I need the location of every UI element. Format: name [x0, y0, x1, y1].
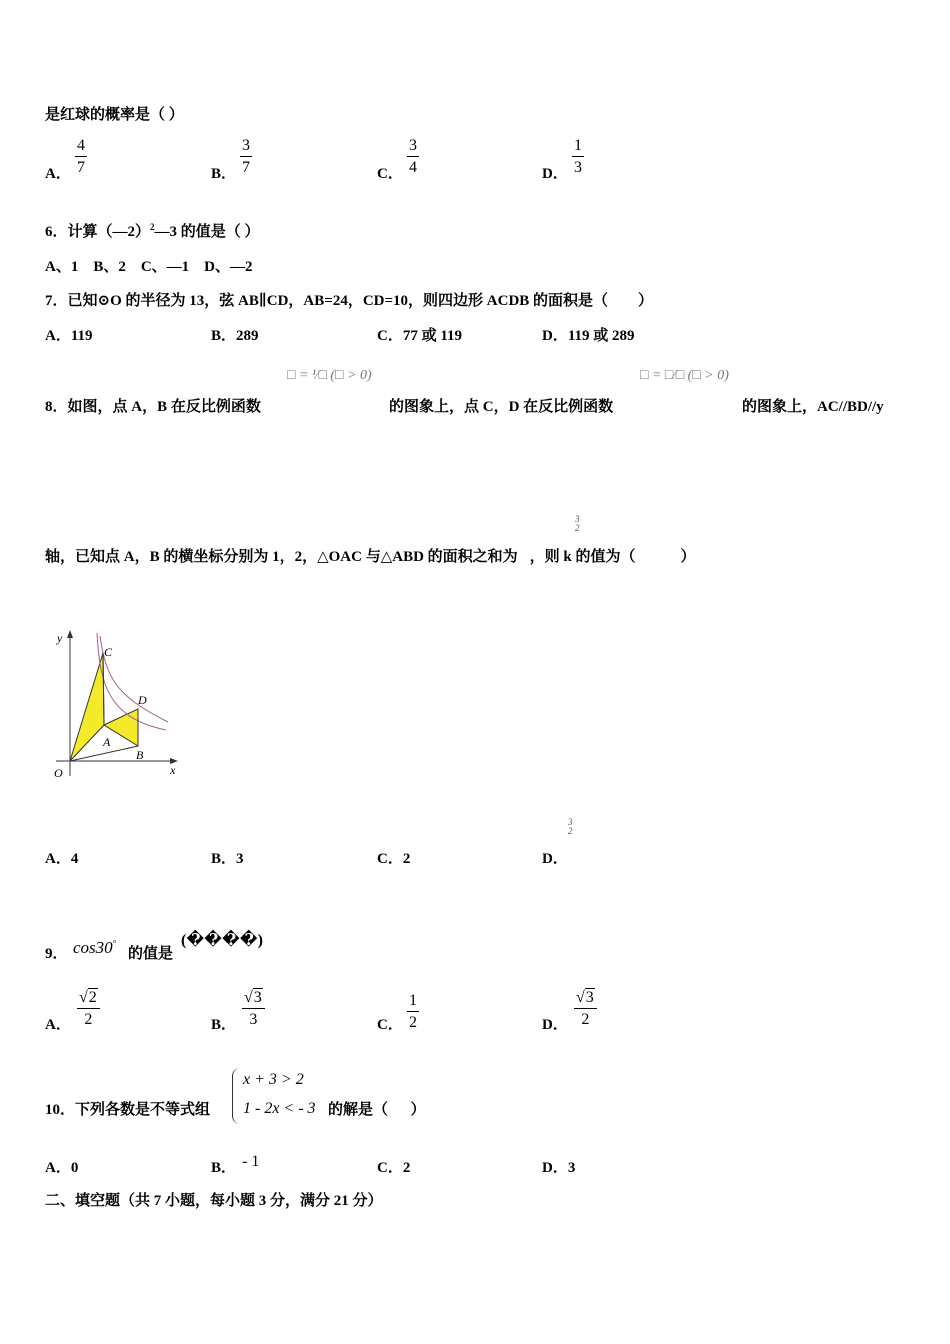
fraction-denominator: 3 [574, 159, 582, 176]
fraction-numerator [574, 989, 597, 1009]
radicand: 3 [585, 989, 594, 1006]
q5-option-a-fraction [75, 137, 87, 177]
q10-stem-pre: 10．下列各数是不等式组 [45, 1102, 211, 1118]
q9-option-d-label: D． [542, 1017, 568, 1033]
q7-option-c: C．77 或 119 [377, 328, 463, 344]
fraction-numerator: 1 [572, 137, 584, 157]
q5-stem: 是红球的概率是（ ） [45, 107, 184, 123]
q9-option-c-label: C． [377, 1017, 403, 1033]
sqrt-icon: √ [576, 989, 585, 1006]
sqrt-icon: √ [244, 989, 253, 1006]
q8-option-d-fraction [568, 818, 573, 836]
q5-option-c-label: C． [377, 166, 403, 182]
q8-option-c: C．2 [377, 851, 411, 867]
fraction-numerator: 1 [407, 992, 419, 1012]
fraction-numerator: 3 [407, 137, 419, 157]
q9-expression [73, 938, 116, 958]
q8-line1-c: 的图象上，AC//BD//y [742, 399, 884, 415]
q6-options: A、1 B、2 C、—1 D、—2 [45, 259, 253, 275]
q10-inequality-1: x + 3 > 2 [243, 1071, 304, 1088]
q8-line2-end: ，则 k 的值为（ ） [529, 549, 696, 565]
q10-option-b-value: - 1 [242, 1153, 260, 1170]
fraction-denominator: 2 [409, 1014, 417, 1031]
triangle-oac [70, 653, 104, 761]
q8-line1-a: 8．如图，点 A，B 在反比例函数 [45, 399, 261, 415]
q10-option-b-label: B． [211, 1160, 237, 1176]
q6-exponent: 2 [150, 222, 155, 232]
figure-label-y: y [57, 631, 63, 645]
q5-option-b-label: B． [211, 166, 237, 182]
figure-label-a: A [103, 735, 111, 749]
q8-option-b: B．3 [211, 851, 244, 867]
q5-option-d-fraction [572, 137, 584, 177]
figure-label-b: B [136, 748, 144, 762]
q9-option-d-fraction [574, 989, 597, 1029]
q9-suffix: 的值是 [128, 946, 174, 962]
q5-option-d-label: D． [542, 166, 568, 182]
q9-paren: (����) [181, 932, 263, 949]
fraction-numerator [242, 989, 265, 1009]
q8-option-d: D． [542, 851, 568, 867]
q7-stem: 7．已知⊙O 的半径为 13，弦 AB∥CD，AB=24，CD=10，则四边形 ACDB 的面积是（ ） [45, 293, 654, 309]
q6-stem-pre: 6．计算（—2） [45, 224, 151, 240]
radicand: 3 [253, 989, 262, 1006]
fraction-denominator: 7 [242, 159, 250, 176]
q8-line2 [45, 545, 696, 566]
figure-label-d: D [138, 693, 147, 707]
figure-label-c: C [104, 645, 113, 659]
fraction-denominator: 3 [249, 1011, 258, 1028]
q9-option-c-fraction [407, 992, 419, 1032]
q10-stem-post: 的解是（ ） [328, 1102, 426, 1118]
q8-formula-2: □ = □⁄□ (□ > 0) [640, 368, 729, 383]
q5-option-b-fraction [240, 137, 252, 177]
q9-option-b-label: B． [211, 1017, 237, 1033]
fraction-denominator: 7 [77, 159, 85, 176]
fraction-denominator: 2 [568, 826, 573, 836]
fraction-denominator: 2 [575, 523, 580, 533]
q9-degree: ° [112, 938, 117, 949]
q10-option-a: A．0 [45, 1160, 79, 1176]
section-2-heading: 二、填空题（共 7 小题，每小题 3 分，满分 21 分） [45, 1193, 383, 1209]
fraction-denominator: 4 [409, 159, 417, 176]
q8-formula-1: □ = ¹⁄□ (□ > 0) [287, 368, 372, 383]
q10-option-d: D．3 [542, 1160, 576, 1176]
q7-option-b: B．289 [211, 328, 259, 344]
q8-small-fraction [575, 515, 580, 533]
q5-option-a-label: A． [45, 166, 71, 182]
q5-option-c-fraction [407, 137, 419, 177]
q8-line2-text: 轴，已知点 A，B 的横坐标分别为 1，2，△OAC 与△ABD 的面积之和为 [45, 549, 518, 565]
figure-label-o: O [54, 766, 63, 780]
q8-option-a: A．4 [45, 851, 79, 867]
q7-option-d: D．119 或 289 [542, 328, 635, 344]
q7-option-a: A．119 [45, 328, 93, 344]
q6-stem [45, 220, 260, 241]
q9-option-a-fraction [77, 989, 100, 1029]
fraction-numerator: 3 [568, 817, 573, 827]
fraction-numerator: 3 [240, 137, 252, 157]
q9-prefix: 9． [45, 946, 68, 962]
q10-brace [232, 1068, 243, 1124]
q9-option-b-fraction [242, 989, 265, 1029]
q10-option-c: C．2 [377, 1160, 411, 1176]
q8-figure [48, 628, 183, 783]
radicand: 2 [88, 989, 97, 1006]
figure-label-x: x [170, 763, 176, 777]
fraction-numerator: 4 [75, 137, 87, 157]
q9-expr: cos30 [73, 938, 113, 957]
q6-stem-post: —3 的值是（ ） [154, 224, 260, 240]
q9-option-a-label: A． [45, 1017, 71, 1033]
fraction-numerator: 3 [575, 514, 580, 524]
sqrt-icon: √ [79, 989, 88, 1006]
q8-line1-b: 的图象上，点 C，D 在反比例函数 [389, 399, 614, 415]
q10-inequality-2: 1 - 2x < - 3 [243, 1100, 316, 1117]
fraction-numerator [77, 989, 100, 1009]
fraction-denominator: 2 [581, 1011, 590, 1028]
fraction-denominator: 2 [84, 1011, 93, 1028]
